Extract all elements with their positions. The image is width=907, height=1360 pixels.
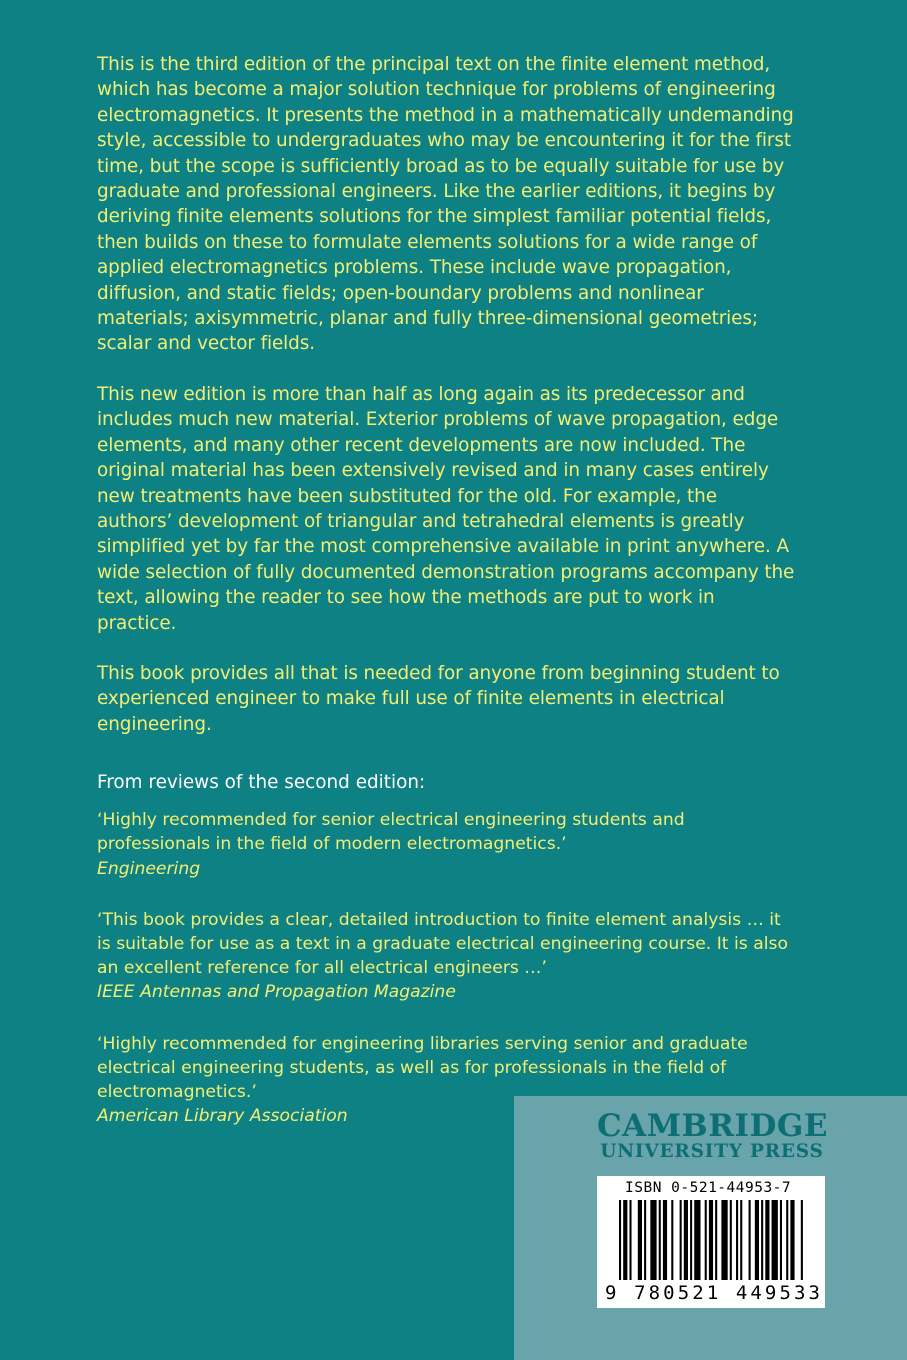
barcode-bar bbox=[659, 1200, 661, 1280]
barcode-bar bbox=[786, 1200, 788, 1280]
barcode-bar bbox=[715, 1200, 717, 1280]
barcode-bar bbox=[736, 1200, 738, 1280]
barcode-bar bbox=[740, 1200, 742, 1280]
barcode-bar bbox=[644, 1200, 646, 1280]
barcode-bar bbox=[705, 1200, 707, 1280]
publisher-panel bbox=[514, 1096, 907, 1360]
barcode-bar bbox=[638, 1200, 642, 1280]
barcode-bar bbox=[772, 1200, 778, 1280]
barcode-bars bbox=[619, 1200, 805, 1280]
review-quote: ‘Highly recommended for senior electrical engineering students and professionals in the field of modern electromagnetics.’ bbox=[97, 810, 685, 855]
publisher-name-line1: CAMBRIDGE bbox=[597, 1108, 828, 1144]
barcode-bar bbox=[761, 1200, 763, 1280]
barcode-bar bbox=[709, 1200, 713, 1280]
barcode-bar bbox=[650, 1200, 656, 1280]
barcode-bar bbox=[694, 1200, 700, 1280]
isbn-label: ISBN 0-521-44953-7 bbox=[625, 1180, 792, 1196]
barcode-bar bbox=[755, 1200, 759, 1280]
barcode-bar bbox=[623, 1200, 627, 1280]
review-source: Engineering bbox=[97, 858, 201, 879]
reviews-heading: From reviews of the second edition: bbox=[97, 772, 426, 794]
review-quote: ‘Highly recommended for engineering libraries serving senior and graduate electrical engineering students, as well as for professionals in the field of electromagnetics.’ bbox=[97, 1033, 748, 1102]
barcode-bar bbox=[721, 1200, 727, 1280]
barcode-bar bbox=[749, 1200, 751, 1280]
barcode-bar bbox=[629, 1200, 631, 1280]
review-1 bbox=[97, 808, 797, 881]
barcode bbox=[597, 1176, 825, 1308]
blurb-paragraph-1: This is the third edition of the principal text on the finite element method, which has become a major solution technique for problems of engineering electromagnetics. It presents the method in a mathematically undemanding style, accessible to undergraduates who may be encountering it for the first time, but the scope is sufficiently broad as to be equally suitable for use by graduate and professional engineers. Like the earlier editions, it begins by deriving finite elements solutions for the simplest familiar potential fields, then builds on these to formulate elements solutions for a wide range of applied electromagnetics problems. These include wave propagation, diffusion, and static fields; open-boundary problems and nonlinear materials; axisymmetric, planar and fully three-dimensional geometries; scalar and vector fields. bbox=[97, 54, 794, 355]
ean-digits: 9 780521 449533 bbox=[605, 1282, 824, 1304]
blurb-paragraph-3: This book provides all that is needed for anyone from beginning student to experienced engineer to make full use of finite elements in electrical engineering. bbox=[97, 662, 780, 735]
review-2 bbox=[97, 908, 797, 1005]
barcode-bar bbox=[790, 1200, 794, 1280]
barcode-bar bbox=[680, 1200, 682, 1280]
back-cover-text bbox=[97, 52, 797, 1155]
barcode-bar bbox=[663, 1200, 667, 1280]
barcode-bar bbox=[671, 1200, 673, 1280]
review-source: IEEE Antennas and Propagation Magazine bbox=[97, 982, 456, 1003]
blurb-paragraph-2: This new edition is more than half as long again as its predecessor and includes much new material. Exterior problems of wave propagation, edge elements, and many other recent developments are now included. The original material has been extensively revised and in many cases entirely new treatments have been substituted for the old. For example, the authors’ development of triangular and tetrahedral elements is greatly simplified yet by far the most comprehensive available in print anywhere. A wide selection of fully documented demonstration programs accompany the text, allowing the reader to see how the methods are put to work in practice. bbox=[97, 383, 795, 634]
barcode-bar bbox=[780, 1200, 782, 1280]
publisher-name-line2: UNIVERSITY PRESS bbox=[600, 1141, 824, 1162]
barcode-bar bbox=[690, 1200, 692, 1280]
barcode-bar bbox=[801, 1200, 803, 1280]
barcode-bar bbox=[619, 1200, 621, 1280]
publisher-logo bbox=[597, 1110, 827, 1162]
barcode-bar bbox=[684, 1200, 688, 1280]
review-quote: ‘This book provides a clear, detailed introduction to finite element analysis … it is suitable for use as a text in a graduate electrical engineering course. It is also an excellent reference for all electrical engineers …’ bbox=[97, 909, 788, 979]
review-source: American Library Association bbox=[97, 1106, 348, 1127]
barcode-bar bbox=[765, 1200, 769, 1280]
barcode-bar bbox=[730, 1200, 732, 1280]
